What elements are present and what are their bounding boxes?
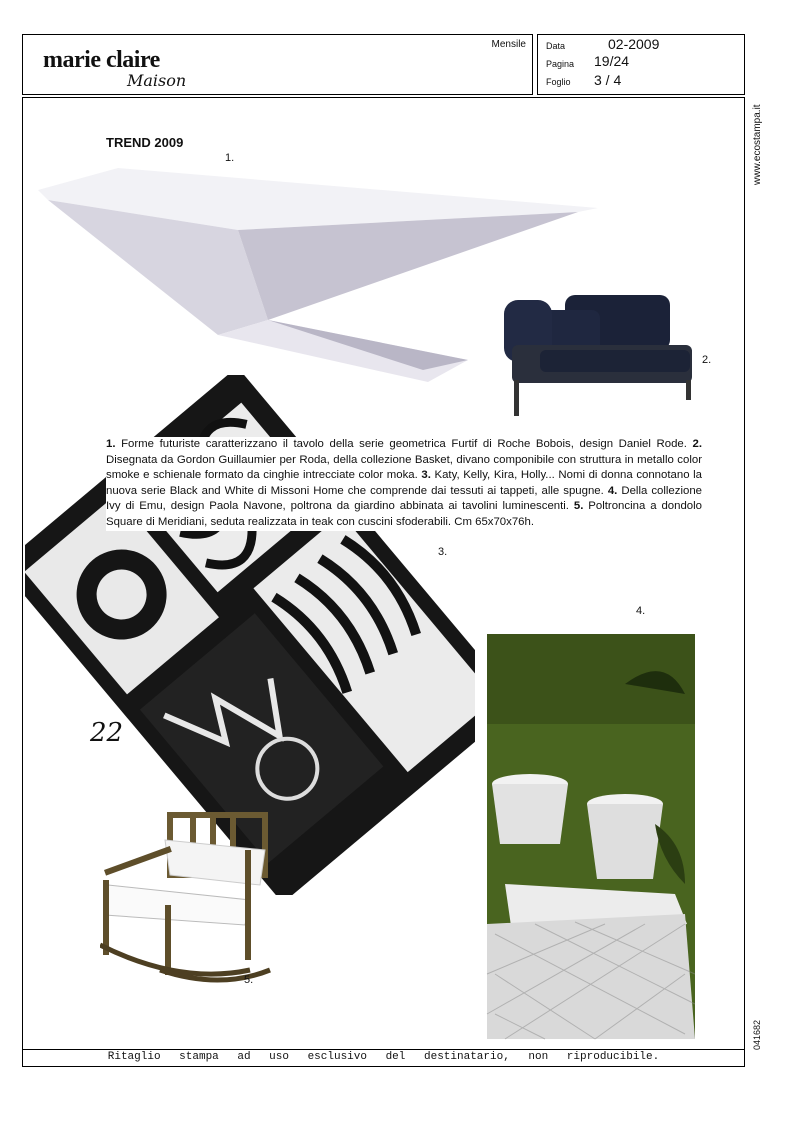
- sofa-basket-image: [500, 290, 700, 420]
- section-title: TREND 2009: [106, 135, 184, 150]
- meta-value-data: 02-2009: [608, 36, 660, 52]
- caption-text-5: Poltroncina a dondolo Square di Meridiani, seduta realizzata in teak con cuscini sfoderabili. Cm 65x70x76h.: [106, 500, 702, 528]
- caption-text-4: Della collezione Ivy di Emu, design Paola Navone, poltrona da giardino abbinata ai tavolini luminescenti.: [106, 484, 702, 513]
- caption-num-1: 1.: [106, 438, 116, 450]
- caption-text-1: Forme futuriste caratterizzano il tavolo della serie geometrica Furtif di Roche Bobois, design Daniel Rode.: [115, 438, 693, 450]
- item-number-4: 4.: [636, 605, 646, 617]
- item-number-5: 5.: [244, 974, 254, 986]
- meta-value-pagina: 19/24: [594, 53, 630, 69]
- logo-marie-claire: marie claire: [43, 47, 160, 73]
- frequency-label: Mensile: [491, 39, 526, 50]
- logo-maison: Maison: [127, 71, 187, 90]
- meta-value-foglio: 3 / 4: [594, 72, 622, 88]
- caption-num-5: 5.: [573, 500, 584, 513]
- meta-label-data: Data: [546, 41, 566, 51]
- meta-label-foglio: Foglio: [546, 77, 571, 87]
- caption-text-3: Katy, Kelly, Kira, Holly... Nomi di donna connotano la nuova serie Black and White di Missoni Home che comprende dai tessuti ai tappeti, alle spugne.: [106, 469, 702, 497]
- caption-num-2: 2.: [692, 438, 702, 450]
- article-caption: [106, 437, 702, 531]
- page-number: 22: [90, 718, 124, 748]
- item-number-2: 2.: [702, 354, 712, 366]
- masthead-box: [22, 34, 533, 95]
- rocking-chair-image: [100, 810, 275, 995]
- ivy-garden-image: [475, 624, 703, 1046]
- caption-text-2: Disegnata da Gordon Guillaumier per Roda, della collezione Basket, divano componibile con struttura in metallo color smoke e schienale formato da cinghie intrecciate color moka.: [106, 453, 702, 482]
- meta-label-pagina: Pagina: [546, 59, 575, 69]
- side-url: www.ecostampa.it: [752, 104, 763, 185]
- footer-notice: Ritaglio stampa ad uso esclusivo del destinatario, non riproducibile.: [107, 1051, 660, 1063]
- item-number-1: 1.: [225, 152, 235, 164]
- item-number-3: 3.: [438, 546, 448, 558]
- caption-num-4: 4.: [607, 484, 618, 497]
- caption-num-3: 3.: [421, 469, 431, 482]
- footer-divider: [22, 1049, 745, 1050]
- side-code: 041682: [752, 1019, 762, 1050]
- meta-box: [537, 34, 745, 95]
